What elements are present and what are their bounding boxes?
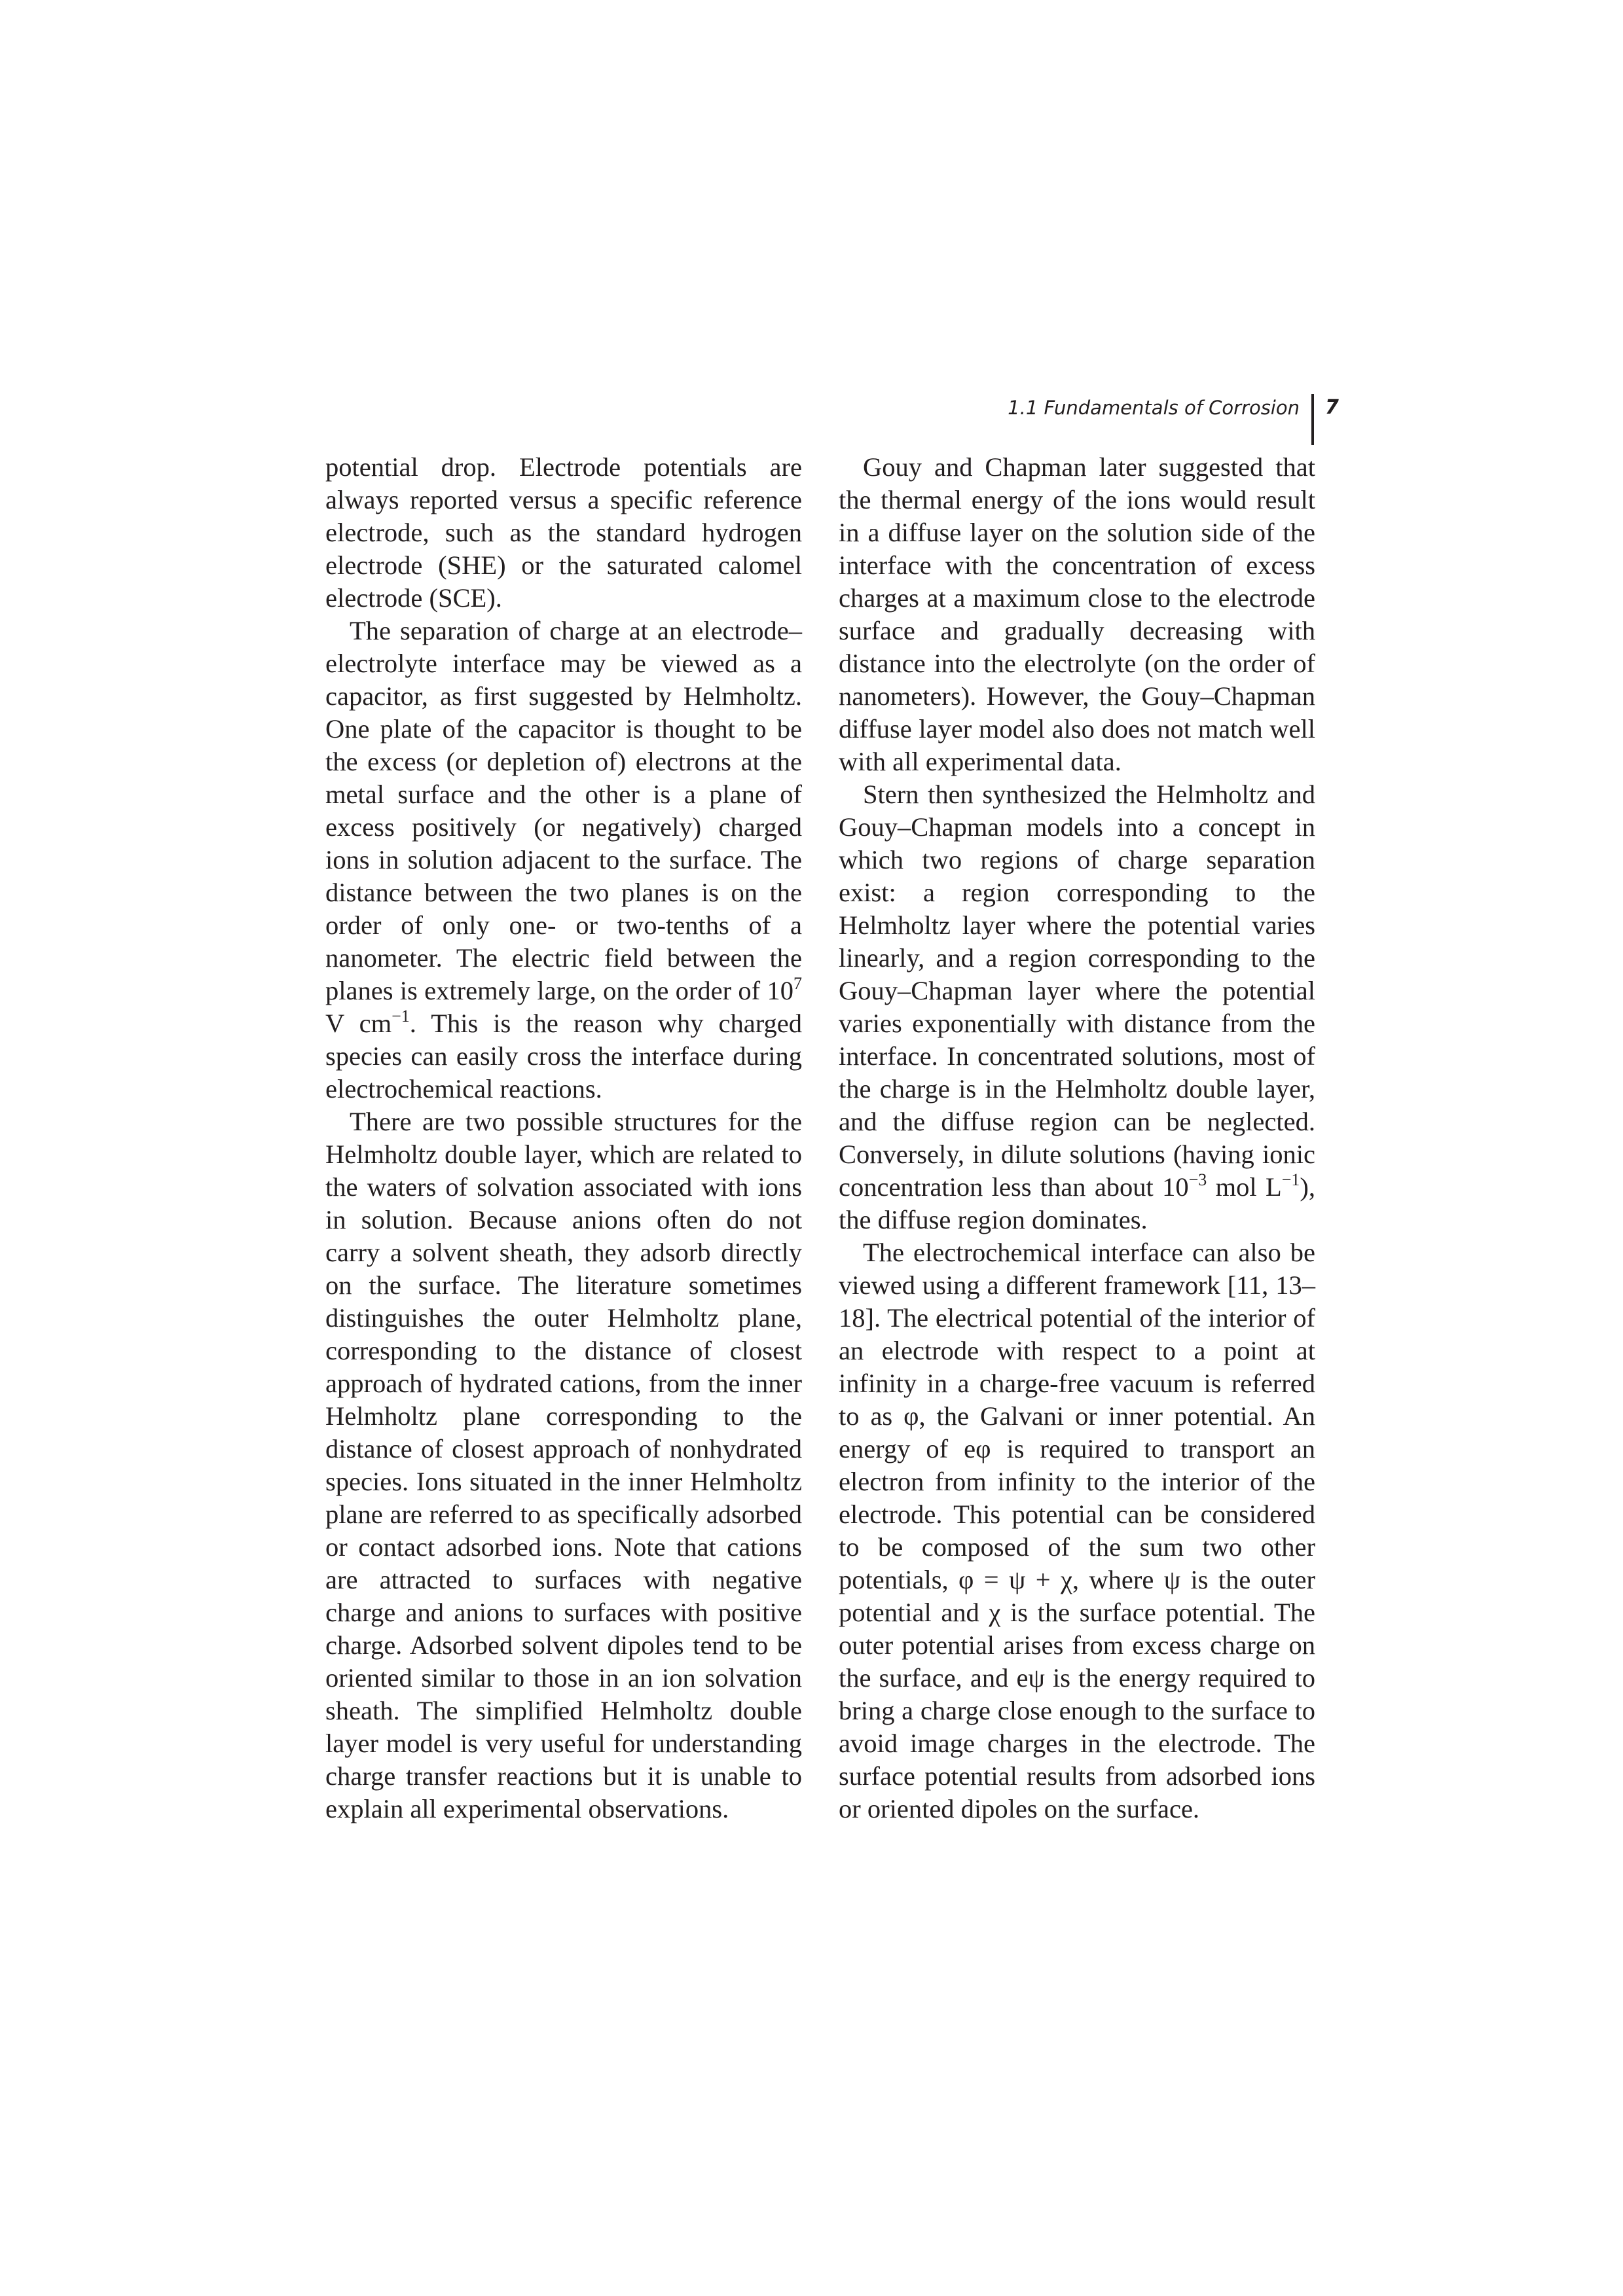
right-column: [839, 451, 1315, 1825]
superscript: 7: [793, 973, 802, 993]
paragraph-text: Stern then synthesized the Helmholtz and Gouy–Chapman models into a concept in which two regions of charge separation exist: a region corresponding to the Helmholtz layer where the potential varies linearly, and a region corresponding to the Gouy–Chapman layer where the potential varies exponentially with distance from the interface. In concentrated solutions, most of the charge is in the Helmholtz double layer, and the diffuse region can be neglected. Conversely, in dilute solutions (having ionic concentration less than about 10: [839, 780, 1315, 1202]
paragraph: [839, 778, 1315, 1236]
paragraph-text: The separation of charge at an electrode–electrolyte interface may be viewed as a capacitor, as first suggested by Helmholtz. One plate of the capacitor is thought to be the excess (or depletion of) electrons at the metal surface and the other is a plane of excess positively (or negatively) charged ions in solution adjacent to the surface. The distance between the two planes is on the order of only one- or two-tenths of a nanometer. The electric field between the planes is extremely large, on the order of 10: [325, 616, 802, 1005]
paragraph: Gouy and Chapman later suggested that the thermal energy of the ions would result in a diffuse layer on the solution side of the interface with the concentration of excess charges at a maximum close to the electrode surface and gradually decreasing with distance into the electrolyte (on the order of nanometers). However, the Gouy–Chapman diffuse layer model also does not match well with all experimental data.: [839, 452, 1315, 776]
superscript: −3: [1188, 1170, 1207, 1189]
left-column: [325, 451, 802, 1825]
running-head-title: 1.1 Fundamentals of Corrosion: [1008, 397, 1300, 419]
paragraph-text: V cm: [325, 1009, 392, 1038]
header-rule: [1311, 394, 1314, 445]
paragraph-text: mol L: [1207, 1172, 1282, 1202]
paragraph-text: ), the diffuse region dominates.: [839, 1172, 1315, 1234]
superscript: −1: [392, 1006, 410, 1026]
paragraph-text: . This is the reason why charged species can easily cross the interface during electrochemical reactions.: [325, 1009, 802, 1103]
paragraph: [325, 615, 802, 1105]
paragraph: potential drop. Electrode potentials are always reported versus a specific reference electrode, such as the standard hydrogen electrode (SHE) or the saturated calomel electrode (SCE).: [325, 452, 802, 613]
superscript: −1: [1281, 1170, 1300, 1189]
page-number: 7: [1325, 396, 1339, 419]
paragraph: There are two possible structures for the Helmholtz double layer, which are related to the waters of solvation associated with ions in solution. Because anions often do not carry a solvent sheath, they adsorb directly on the surface. The literature sometimes distinguishes the outer Helmholtz plane, corresponding to the distance of closest approach of hydrated cations, from the inner Helmholtz plane corresponding to the distance of closest approach of nonhydrated species. Ions situated in the inner Helmholtz plane are referred to as specifically adsorbed or contact adsorbed ions. Note that cations are attracted to surfaces with negative charge and anions to surfaces with positive charge. Adsorbed solvent dipoles tend to be oriented similar to those in an ion solvation sheath. The simplified Helmholtz double layer model is very useful for understanding charge transfer reactions but it is unable to explain all experimental observations.: [325, 1107, 802, 1823]
paragraph: The electrochemical interface can also be viewed using a different framework [11, 13–18]. The electrical potential of the interior of an electrode with respect to a point at infinity in a charge-free vacuum is referred to as φ, the Galvani or inner potential. An energy of eφ is required to transport an electron from infinity to the interior of the electrode. This potential can be considered to be composed of the sum two other potentials, φ = ψ + χ, where ψ is the outer potential and χ is the surface potential. The outer potential arises from excess charge on the surface, and eψ is the energy required to bring a charge close enough to the surface to avoid image charges in the electrode. The surface potential results from adsorbed ions or oriented dipoles on the surface.: [839, 1238, 1315, 1823]
